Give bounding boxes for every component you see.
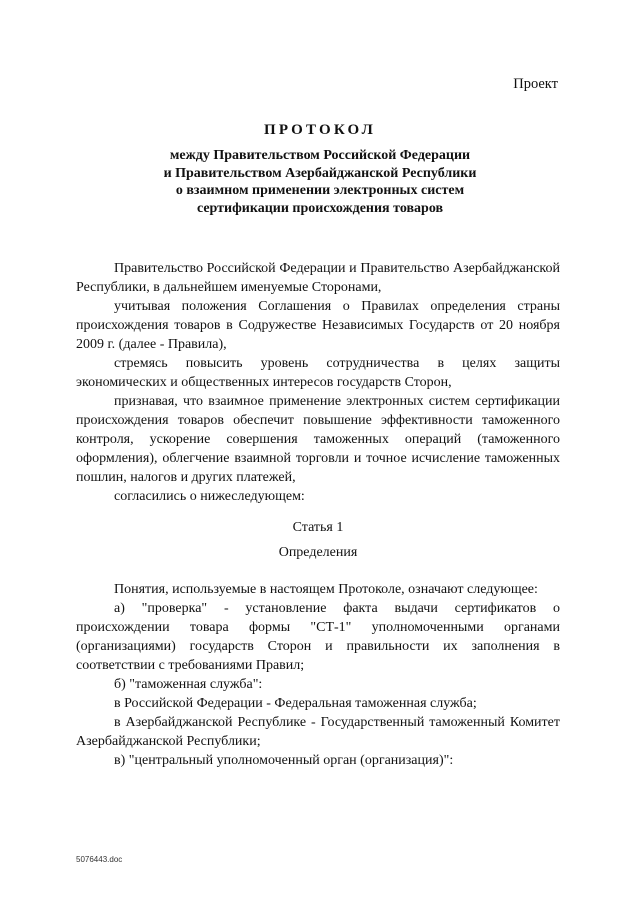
draft-stamp: Проект — [513, 76, 558, 92]
title-line-2: и Правительством Азербайджанской Республики — [163, 165, 477, 181]
definition-item-b: б) "таможенная служба": — [114, 677, 263, 692]
preamble-paragraph: учитывая положения Соглашения о Правилах определения страны происхождения товаров в Содружестве Независимых Государств от 20 ноября 2009 г. (далее - Правила), — [76, 299, 560, 352]
footer-filename: 5076443.doc — [76, 855, 123, 864]
definition-item-b-az: в Азербайджанской Республике - Государственный таможенный Комитет Азербайджанской Республики; — [76, 715, 560, 749]
definition-item-c: в) "центральный уполномоченный орган (организация)": — [114, 753, 454, 768]
document-title: ПРОТОКОЛ — [263, 122, 377, 138]
preamble-paragraph: признавая, что взаимное применение электронных систем сертификации происхождения товаров обеспечит повышение эффективности таможенного контроля, ускорение совершения таможенных операций (таможенного оформления), облегчение взаимной торговли и точное исчисление таможенных пошлин, налогов и других платежей, — [76, 394, 560, 485]
definition-item-b-rf: в Российской Федерации - Федеральная таможенная служба; — [114, 696, 477, 711]
title-line-1: между Правительством Российской Федерации — [169, 148, 471, 163]
definition-item-a: а) "проверка" - установление факта выдачи сертификатов о происхождении товара формы "СТ-1" уполномоченными органами (организациями) государств Сторон и правильности их заполнения в соответствии с требованиями Правил; — [76, 601, 560, 673]
article-intro: Понятия, используемые в настоящем Протоколе, означают следующее: — [114, 582, 538, 597]
document-title-block — [0, 122, 640, 217]
document-body — [76, 259, 560, 770]
title-line-4: сертификации происхождения товаров — [196, 200, 444, 216]
preamble-paragraph: согласились о нижеследующем: — [114, 489, 305, 504]
preamble-paragraph: Правительство Российской Федерации и Правительство Азербайджанской Республики, в дальнейшем именуемые Сторонами, — [76, 261, 560, 295]
article-heading: Определения — [278, 545, 358, 560]
title-line-3: о взаимном применении электронных систем — [175, 183, 465, 198]
preamble-paragraph: стремясь повысить уровень сотрудничества в целях защиты экономических и общественных интересов государств Сторон, — [76, 356, 560, 390]
article-number: Статья 1 — [292, 520, 344, 535]
